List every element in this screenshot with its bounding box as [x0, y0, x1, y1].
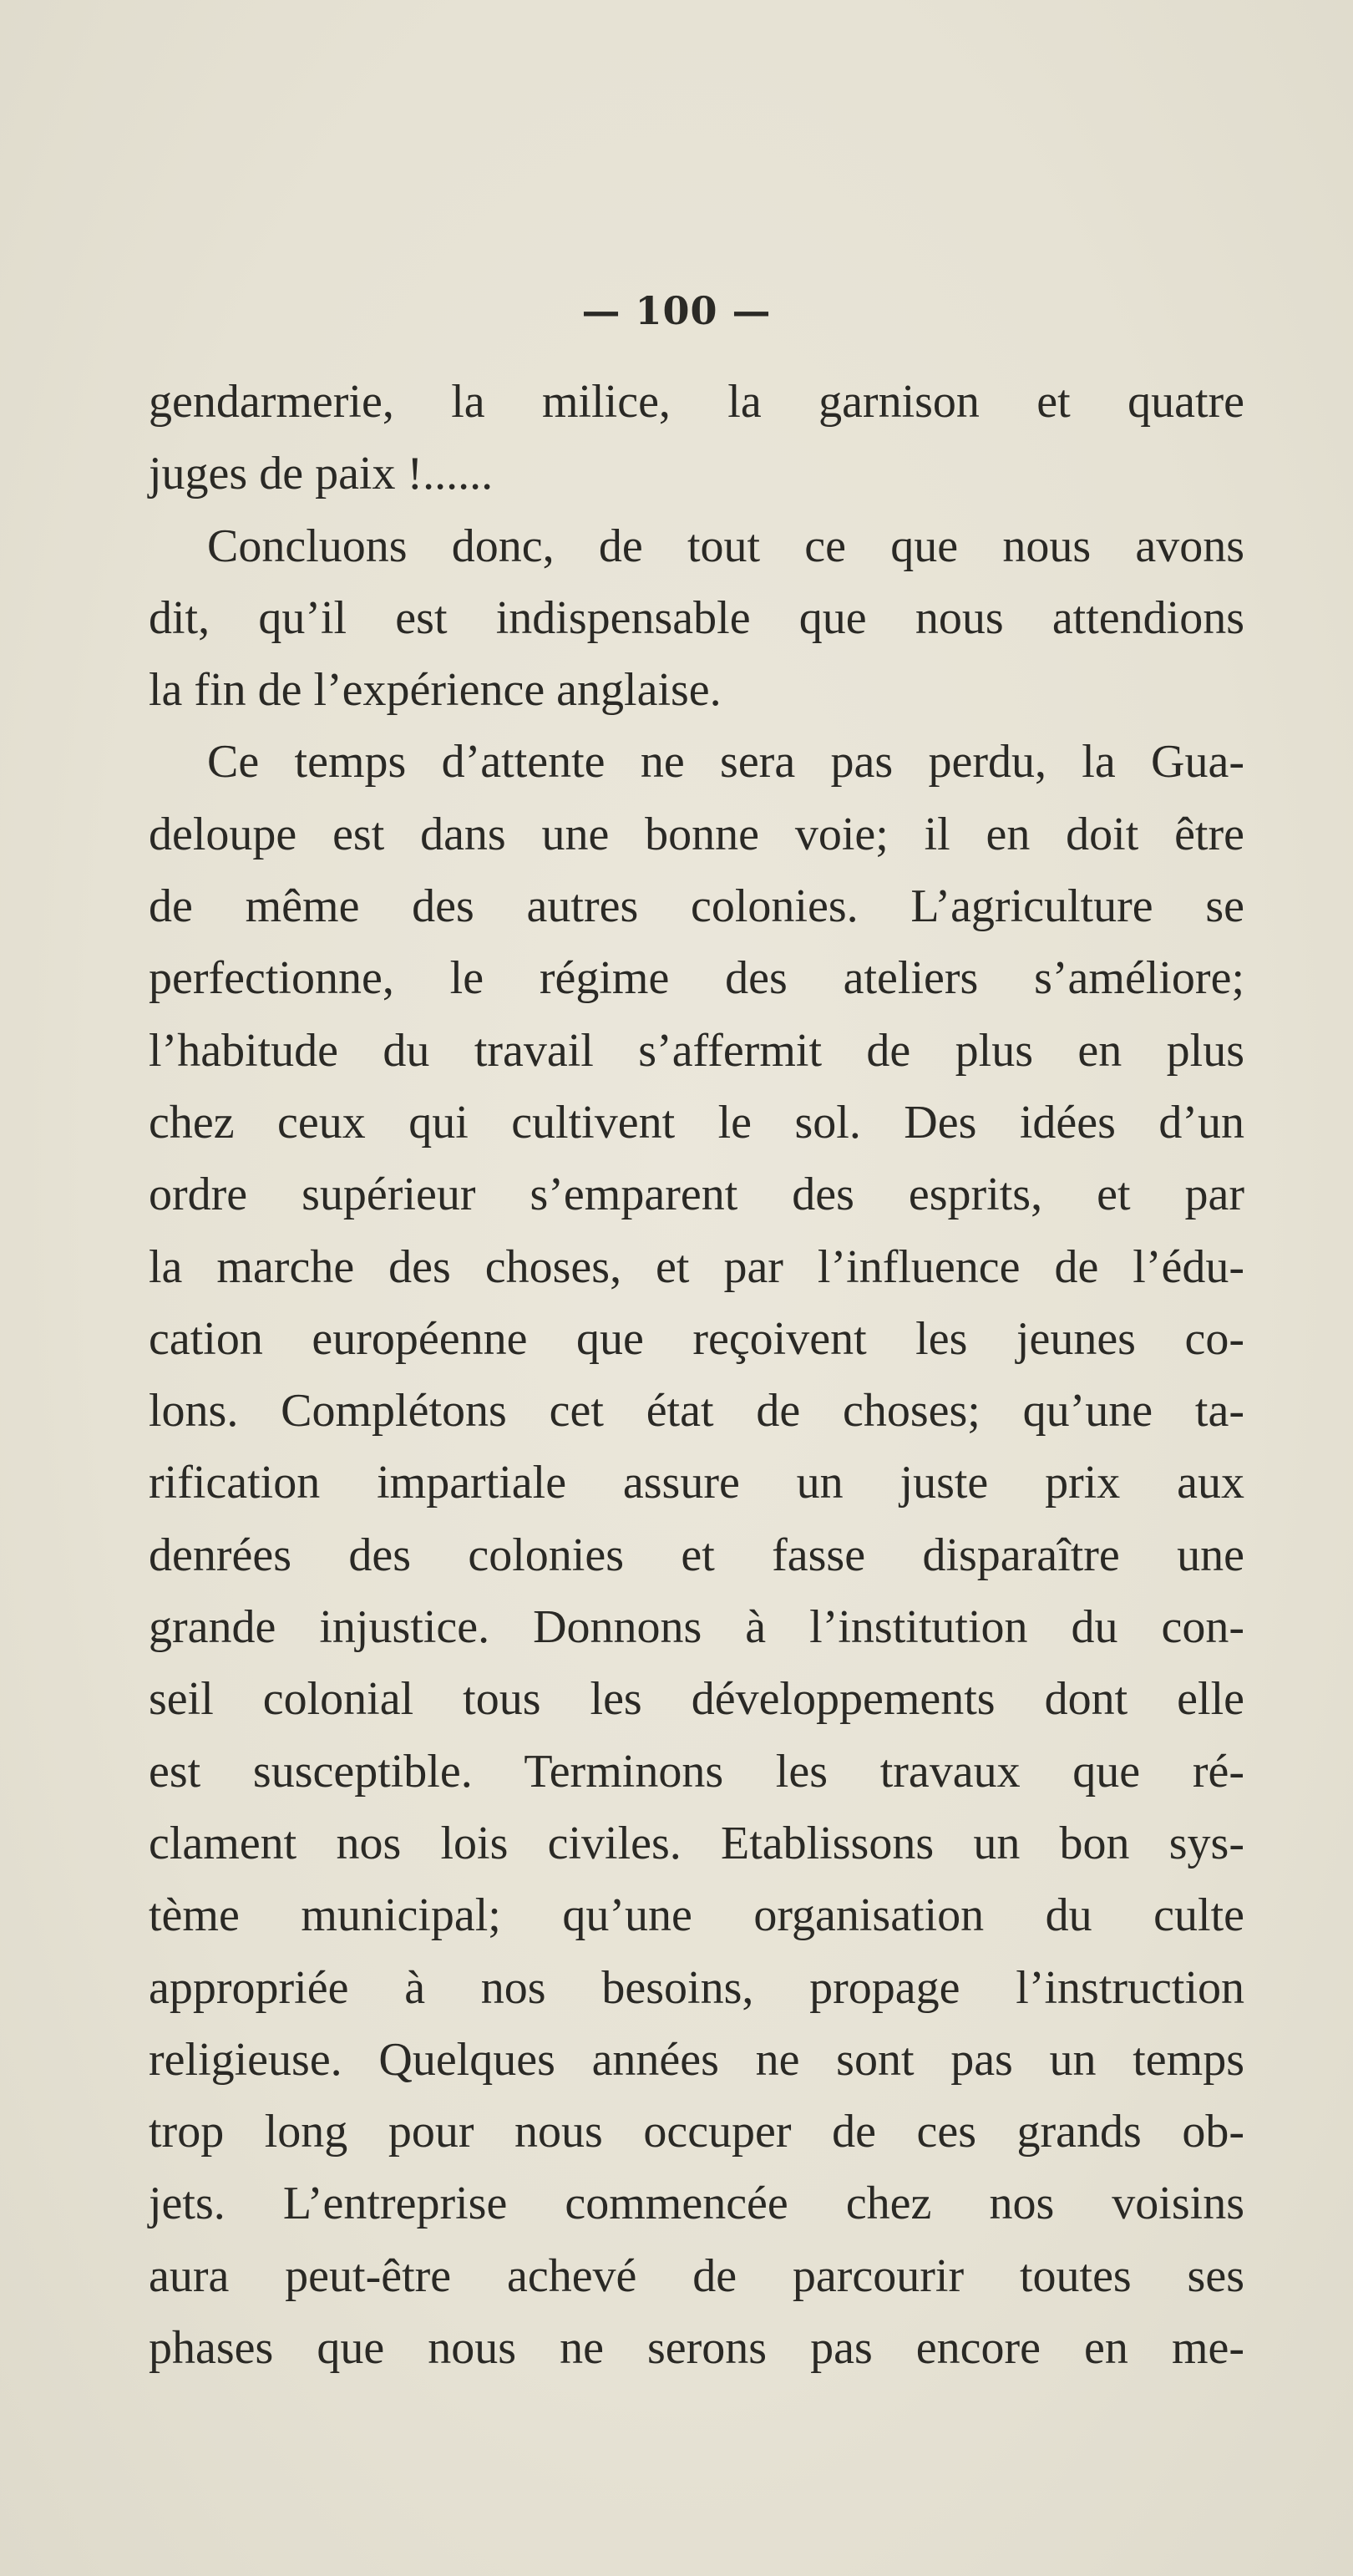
text-line: est susceptible. Terminons les travaux que ré- — [149, 1745, 1244, 1798]
text-line: Concluons donc, de tout ce que nous avons — [207, 520, 1244, 572]
text-line: la marche des choses, et par l’influence de l’édu- — [149, 1240, 1244, 1293]
page-number: — 100 — — [581, 288, 772, 333]
text-line: cation européenne que reçoivent les jeunes co- — [149, 1312, 1244, 1365]
body-text — [149, 366, 1244, 2384]
text-line: grande injustice. Donnons à l’institution du con- — [149, 1601, 1244, 1654]
text-line: rification impartiale assure un juste prix aux — [149, 1457, 1244, 1509]
text-line: de même des autres colonies. L’agriculture se — [149, 880, 1244, 933]
text-line: ordre supérieur s’emparent des esprits, et par — [149, 1169, 1244, 1221]
text-line: seil colonial tous les développements dont elle — [149, 1673, 1244, 1726]
text-line: deloupe est dans une bonne voie; il en doit être — [149, 808, 1244, 860]
text-line: phases que nous ne serons pas encore en me- — [149, 2322, 1244, 2375]
text-line: denrées des colonies et fasse disparaître une — [149, 1529, 1244, 1581]
text-line: lons. Complétons cet état de choses; qu’une ta- — [149, 1385, 1244, 1438]
text-line: appropriée à nos besoins, propage l’instruction — [149, 1961, 1244, 2014]
text-line: tème municipal; qu’une organisation du culte — [149, 1889, 1244, 1942]
text-line: jets. L’entreprise commencée chez nos voisins — [149, 2178, 1244, 2230]
text-line: religieuse. Quelques années ne sont pas un temps — [149, 2033, 1244, 2086]
text-line: l’habitude du travail s’affermit de plus en plus — [149, 1024, 1244, 1077]
text-line: trop long pour nous occuper de ces grands ob- — [149, 2106, 1244, 2158]
text-line: juges de paix !...... — [149, 448, 494, 500]
text-line: dit, qu’il est indispensable que nous attendions — [149, 591, 1244, 644]
text-line: gendarmerie, la milice, la garnison et quatre — [149, 376, 1244, 428]
text-line: chez ceux qui cultivent le sol. Des idées d’un — [149, 1096, 1244, 1149]
text-line: clament nos lois civiles. Etablissons un bon sys- — [149, 1817, 1244, 1869]
text-line: perfectionne, le régime des ateliers s’améliore; — [149, 952, 1244, 1005]
text-line: la fin de l’expérience anglaise. — [149, 664, 722, 717]
text-line: Ce temps d’attente ne sera pas perdu, la Gua- — [207, 736, 1244, 789]
text-line: aura peut-être achevé de parcourir toutes ses — [149, 2249, 1244, 2302]
